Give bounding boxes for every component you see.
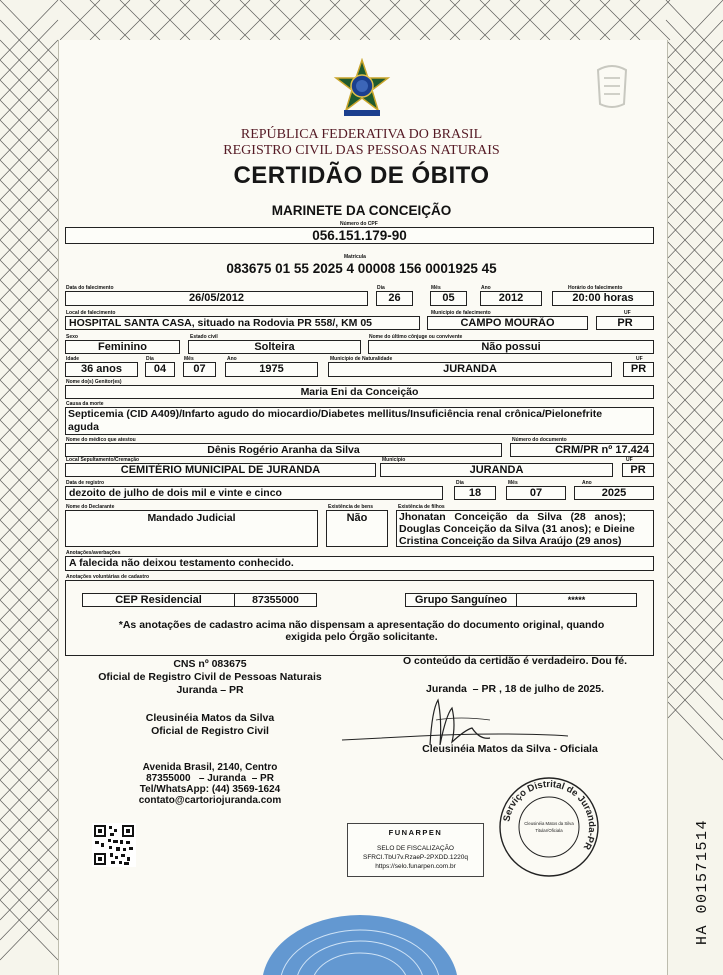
republic-heading: REPÚBLICA FEDERATIVA DO BRASIL (240, 127, 483, 142)
voluntary-annotations-box (65, 580, 654, 656)
declarant-value: Mandado Judicial (65, 510, 318, 547)
cause-of-death-line-2: aguda (68, 421, 99, 433)
death-year-label: Ano (481, 285, 491, 291)
assets-value: Não (326, 510, 388, 547)
brazil-coat-of-arms-icon (330, 58, 394, 120)
address-line-2: 87355000 – Juranda – PR (146, 773, 274, 784)
death-place-value: HOSPITAL SANTA CASA, situado na Rodovia PR 558/, KM 05 (65, 316, 420, 330)
selo-title: SELO DE FISCALIZAÇÃO (377, 845, 454, 852)
officer-role: Oficial de Registro Civil (151, 725, 269, 737)
birth-month-label: Mês (184, 356, 194, 362)
death-place-label: Local de falecimento (66, 310, 116, 316)
place-and-date: Juranda – PR , 18 de julho de 2025. (426, 683, 604, 695)
stamp-center-line-1: Cleusinéia Matos da Silva (524, 821, 574, 826)
assets-label: Existência de bens (328, 504, 374, 510)
death-year-value: 2012 (480, 291, 542, 306)
disclaimer-line-2: exigida pelo Órgão solicitante. (285, 631, 438, 643)
cpf-label: Número do CPF (340, 221, 378, 227)
naturality-uf-label: UF (636, 356, 643, 362)
children-line-3: Cristina Conceição da Silva Araújo (29 anos) (399, 535, 622, 547)
doctor-doc-label: Número do documento (512, 437, 567, 443)
sex-value: Feminino (65, 340, 180, 354)
notary-circular-stamp (498, 776, 600, 878)
death-day-label: Dia (377, 285, 385, 291)
burial-place-label: Local Sepultamento/Cremação (66, 457, 140, 463)
faded-watermark-emblem (594, 60, 630, 110)
death-uf-label: UF (624, 310, 631, 316)
parents-value: Maria Eni da Conceição (65, 385, 654, 399)
death-time-value: 20:00 horas (552, 291, 654, 306)
birth-day-value: 04 (145, 362, 175, 377)
funarpen-label: FUNARPEN (388, 828, 443, 837)
death-month-label: Mês (431, 285, 441, 291)
burial-place-value: CEMITÉRIO MUNICIPAL DE JURANDA (65, 463, 376, 477)
children-line-1: Jhonatan Conceição da Silva (28 anos); (399, 511, 626, 523)
office-city: Juranda – PR (176, 684, 244, 696)
annotations-value: A falecida não deixou testamento conhecido. (65, 556, 654, 571)
children-line-2: Douglas Conceição da Silva (31 anos); e Dieine (399, 523, 635, 535)
spouse-label: Nome do último cônjuge ou convivente (369, 334, 463, 340)
registration-day-value: 18 (454, 486, 496, 500)
age-label: Idade (66, 356, 80, 362)
doctor-name-value: Dênis Rogério Aranha da Silva (65, 443, 502, 457)
bottom-rosette-emblem (255, 905, 465, 975)
registration-day-label: Dia (456, 480, 464, 486)
spouse-value: Não possui (368, 340, 654, 354)
registration-year-label: Ano (582, 480, 592, 486)
selo-code: SFRCI.TbU7v.RzaeP-2PXDD.1220q (362, 854, 468, 861)
disclaimer-line-1: *As anotações de cadastro acima não dispensam a apresentação do documento original, quando (118, 619, 605, 631)
birth-day-label: Dia (146, 356, 154, 362)
attestation-statement: O conteúdo da certidão é verdadeiro. Dou fé. (402, 655, 628, 667)
voluntary-annotations-label: Anotações voluntárias de cadastro (66, 574, 150, 580)
cpf-value: 056.151.179-90 (65, 227, 654, 244)
cause-of-death-label: Causa da morte (66, 401, 104, 407)
age-value: 36 anos (65, 362, 138, 377)
birth-year-value: 1975 (225, 362, 318, 377)
cns-number: CNS nº 083675 (173, 658, 247, 670)
svg-text:Serviço Distrital de Juranda-P (501, 779, 597, 852)
parents-label: Nome do(s) Genitor(es) (66, 379, 122, 385)
cause-of-death-box (65, 407, 654, 435)
declarant-label: Nome do Declarante (66, 504, 115, 510)
death-day-value: 26 (376, 291, 413, 306)
civil-status-value: Solteira (188, 340, 361, 354)
death-city-label: Município de falecimento (431, 310, 491, 316)
death-uf-value: PR (596, 316, 654, 330)
civil-status-label: Estado civil (190, 334, 218, 340)
registration-month-label: Mês (508, 480, 518, 486)
qr-code-icon[interactable] (92, 823, 136, 867)
death-time-label: Horário do falecimento (568, 285, 623, 291)
cause-of-death-line-1: Septicemia (CID A409)/Infarto agudo do miocardio/Diabetes mellitus/Insuficiência renal crônica/Pielonefrite (68, 408, 603, 420)
registration-date-text: dezoito de julho de dois mil e vinte e cinco (65, 486, 443, 500)
death-date-label: Data do falecimento (66, 285, 114, 291)
signer-name: Cleusinéia Matos da Silva - Oficiala (422, 743, 598, 755)
registration-month-value: 07 (506, 486, 566, 500)
burial-city-value: JURANDA (380, 463, 613, 477)
burial-uf-value: PR (622, 463, 654, 477)
birth-year-label: Ano (227, 356, 237, 362)
blood-type-value: ***** (516, 593, 637, 607)
cep-label-box: CEP Residencial (82, 593, 235, 607)
stamp-ring-text: Serviço Distrital de Juranda-PR (501, 778, 598, 852)
blood-type-label-box: Grupo Sanguíneo (405, 593, 517, 607)
stamp-center-line-2: Titular/Oficiala (535, 828, 563, 833)
registration-date-label: Data de registro (66, 480, 105, 486)
address-line-1: Avenida Brasil, 2140, Centro (142, 762, 278, 773)
address-line-3: Tel/WhatsApp: (44) 3569-1624 (139, 784, 281, 795)
matricula-value: 083675 01 55 2025 4 00008 156 0001925 45 (226, 261, 497, 276)
birth-month-value: 07 (183, 362, 216, 377)
address-line-4: contato@cartoriojuranda.com (138, 795, 282, 806)
burial-uf-label: UF (626, 457, 633, 463)
burial-city-label: Município (382, 457, 406, 463)
officer-title: Oficial de Registro Civil de Pessoas Naturais (98, 671, 322, 683)
deceased-name: MARINETE DA CONCEIÇÃO (271, 203, 452, 218)
document-serial-number: HA 001571514 (694, 818, 711, 945)
sex-label: Sexo (66, 334, 78, 340)
naturality-label: Município de Naturalidade (330, 356, 393, 362)
registry-heading: REGISTRO CIVIL DAS PESSOAS NATURAIS (223, 143, 500, 158)
children-box (396, 510, 654, 547)
fiscal-seal-box (347, 823, 484, 877)
matricula-label: Matrícula (344, 254, 366, 260)
death-month-value: 05 (430, 291, 467, 306)
death-date-value: 26/05/2012 (65, 291, 368, 306)
registration-year-value: 2025 (574, 486, 654, 500)
death-city-value: CAMPO MOURÃO (427, 316, 588, 330)
selo-url[interactable]: https://selo.funarpen.com.br (375, 863, 456, 870)
cep-value: 87355000 (234, 593, 317, 607)
certificate-title: CERTIDÃO DE ÓBITO (233, 162, 490, 189)
doctor-label: Nome do médico que atestou (66, 437, 136, 443)
naturality-value: JURANDA (328, 362, 612, 377)
annotations-label: Anotações/averbações (66, 550, 121, 556)
doctor-doc-value: CRM/PR nº 17.424 (510, 443, 654, 457)
naturality-uf-value: PR (623, 362, 654, 377)
officer-name: Cleusinéia Matos da Silva (145, 712, 275, 724)
children-label: Existência de filhos (398, 504, 445, 510)
